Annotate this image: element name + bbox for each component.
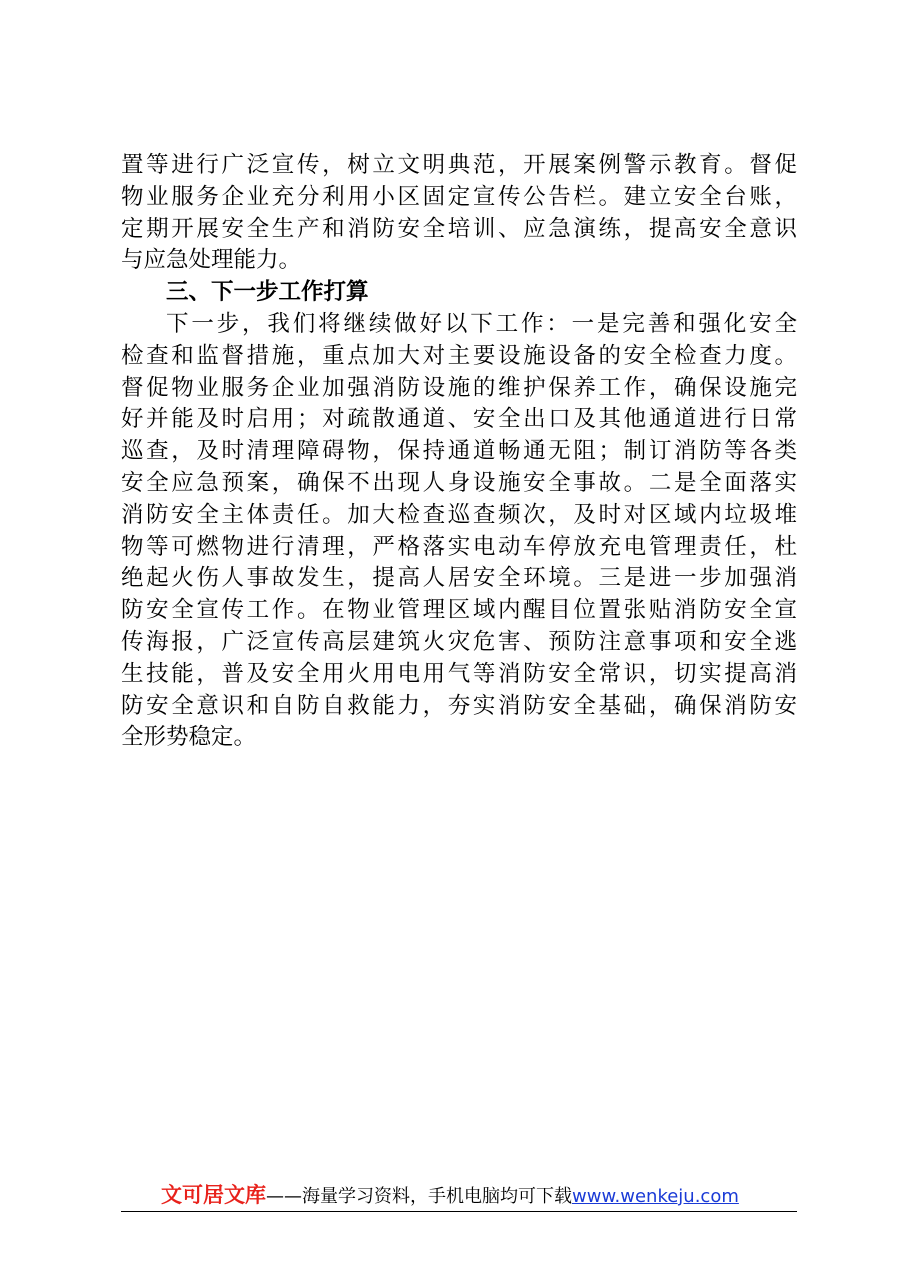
footer-brand: 文可居文库 xyxy=(161,1183,266,1207)
body-line: 定期开展安全生产和消防安全培训、应急演练，提高安全意识 xyxy=(121,215,797,242)
paragraph-line: 消防安全主体责任。加大检查巡查频次，及时对区域内垃圾堆 xyxy=(121,501,797,528)
paragraph-line: 绝起火伤人事故发生，提高人居安全环境。三是进一步加强消 xyxy=(121,565,797,592)
document-body xyxy=(121,150,797,754)
paragraph-line: 物等可燃物进行清理，严格落实电动车停放充电管理责任，杜 xyxy=(121,533,797,560)
section-heading: 三、下一步工作打算 xyxy=(166,279,369,306)
paragraph-line: 全形势稳定。 xyxy=(121,724,257,751)
body-line: 与应急处理能力。 xyxy=(121,247,302,274)
paragraph-line: 防安全宣传工作。在物业管理区域内醒目位置张贴消防安全宣 xyxy=(121,597,797,624)
paragraph-line: 好并能及时启用；对疏散通道、安全出口及其他通道进行日常 xyxy=(121,406,797,433)
paragraph-line: 下一步，我们将继续做好以下工作：一是完善和强化安全 xyxy=(166,310,797,337)
body-line: 物业服务企业充分利用小区固定宣传公告栏。建立安全台账， xyxy=(121,183,797,210)
paragraph-line: 检查和监督措施，重点加大对主要设施设备的安全检查力度。 xyxy=(121,342,797,369)
paragraph-line: 传海报，广泛宣传高层建筑火灾危害、预防注意事项和安全逃 xyxy=(121,628,797,655)
page-footer xyxy=(121,1180,797,1212)
footer-slogan: ——海量学习资料，手机电脑均可下载 xyxy=(266,1186,572,1207)
footer-url-link[interactable]: www.wenkeju.com xyxy=(572,1186,739,1207)
body-line: 置等进行广泛宣传，树立文明典范，开展案例警示教育。督促 xyxy=(121,152,797,178)
footer-text xyxy=(161,1182,739,1210)
paragraph-line: 安全应急预案，确保不出现人身设施安全事故。二是全面落实 xyxy=(121,469,797,496)
paragraph-line: 督促物业服务企业加强消防设施的维护保养工作，确保设施完 xyxy=(121,374,797,401)
paragraph-line: 巡查，及时清理障碍物，保持通道畅通无阻；制订消防等各类 xyxy=(121,438,797,465)
paragraph-line: 防安全意识和自防自救能力，夯实消防安全基础，确保消防安 xyxy=(121,692,797,719)
paragraph-line: 生技能，普及安全用火用电用气等消防安全常识，切实提高消 xyxy=(121,660,797,687)
